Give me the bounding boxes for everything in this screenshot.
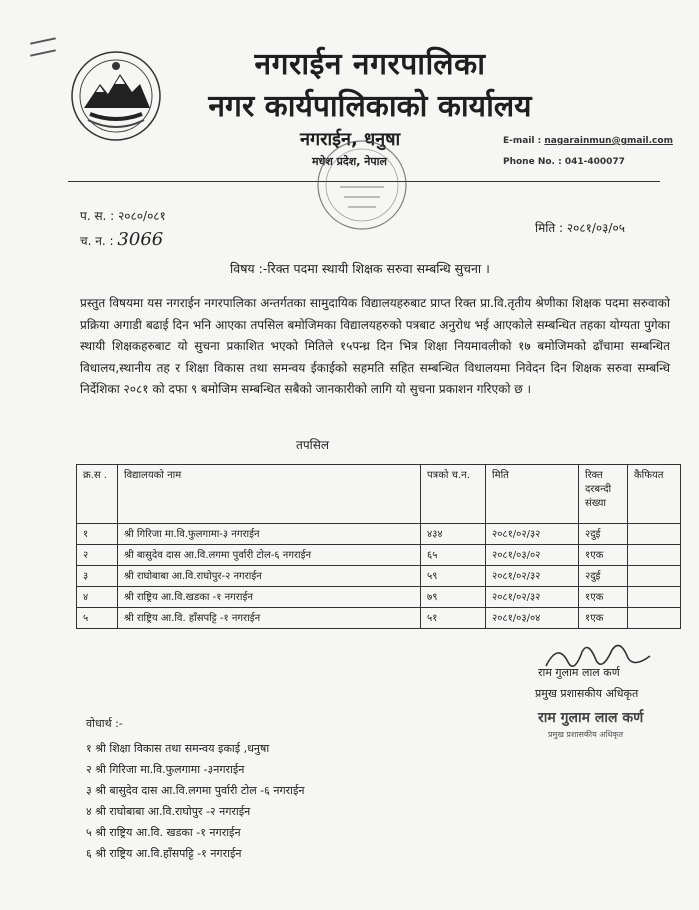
province-text: मधेश प्रदेश, नेपाल: [312, 155, 387, 168]
chalani-number: च. न. : 3066: [80, 229, 164, 250]
email-line: [503, 136, 673, 146]
list-item: ५ श्री राष्ट्रिय आ.वि. खडका -१ नगराईन: [86, 826, 241, 839]
cell-school: श्री राष्ट्रिय आ.वि. हाँसपट्टि -१ नगराईन: [118, 608, 421, 629]
signatory-name: राम गुलाम लाल कर्ण: [538, 666, 620, 679]
cell-date: २०८१/०३/०४: [486, 608, 579, 629]
cell-remarks: [628, 566, 681, 587]
office-name: नगर कार्यपालिकाको कार्यालय: [208, 89, 532, 124]
municipality-name: नगराईन नगरपालिका: [254, 47, 486, 82]
signatory-title: प्रमुख प्रशासकीय अधिकृत: [535, 687, 639, 700]
bodharth-label: वोधार्थ :-: [86, 717, 123, 730]
cell-school: श्री गिरिजा मा.वि.फुलगामा-३ नगराईन: [118, 524, 421, 545]
col-letter-no: पत्रको च.न.: [421, 465, 486, 524]
table-row: [77, 524, 681, 545]
col-school: विद्यालयको नाम: [118, 465, 421, 524]
signatory-stamp-name: राम गुलाम लाल कर्ण: [538, 710, 644, 726]
list-item: १ श्री शिक्षा विकास तथा समन्वय इकाई ,धनुषा: [86, 742, 270, 755]
phone-line: Phone No. : 041-400077: [503, 157, 625, 167]
cell-remarks: [628, 545, 681, 566]
cell-sn: ४: [77, 587, 118, 608]
scan-mark: [30, 37, 56, 44]
col-date: मिति: [486, 465, 579, 524]
cell-sn: १: [77, 524, 118, 545]
tapasil-heading: तपसिल: [296, 438, 330, 452]
col-sn: क्र.स .: [77, 465, 118, 524]
letter-date: मिति : २०८१/०३/०५: [535, 221, 625, 235]
letter-date-value: २०८१/०३/०५: [566, 221, 625, 235]
email-label: E-mail :: [503, 136, 545, 146]
cell-cn: ७९: [421, 587, 486, 608]
cell-date: २०८१/०२/३२: [486, 566, 579, 587]
cell-count: १एक: [579, 545, 628, 566]
cell-cn: ५९: [421, 566, 486, 587]
list-item: ४ श्री राघोबाबा आ.वि.राघोपुर -२ नगराईन: [86, 805, 251, 818]
cell-sn: ५: [77, 608, 118, 629]
email-link[interactable]: nagarainmun@gmail.com: [544, 136, 673, 146]
patra-sankhya-value: २०८०/०८१: [118, 209, 166, 223]
cell-remarks: [628, 587, 681, 608]
cell-date: २०८१/०२/३२: [486, 524, 579, 545]
cell-count: १एक: [579, 608, 628, 629]
signatory-stamp-title: प्रमुख प्रशासकीय अधिकृत: [548, 730, 624, 739]
cell-count: २दुई: [579, 566, 628, 587]
cell-sn: २: [77, 545, 118, 566]
location-text: नगराईन, धनुषा: [300, 129, 401, 150]
table-header-row: [77, 465, 681, 524]
cell-count: १एक: [579, 587, 628, 608]
cell-cn: ५१: [421, 608, 486, 629]
scan-mark: [30, 49, 56, 56]
table-row: [77, 545, 681, 566]
patra-sankhya: प. स. : २०८०/०८१: [80, 209, 166, 223]
col-vacancy: रिक्त दरबन्दी संख्या: [579, 465, 628, 524]
cell-remarks: [628, 608, 681, 629]
table-row: [77, 608, 681, 629]
cell-sn: ३: [77, 566, 118, 587]
cell-school: श्री बासुदेव दास आ.वि.लगमा पुर्वारी टोल-६ नगराईन: [118, 545, 421, 566]
list-item: ६ श्री राष्ट्रिय आ.वि.हाँसपट्टि -१ नगराईन: [86, 847, 242, 860]
chalani-number-value: 3066: [117, 229, 164, 250]
nepal-emblem-icon: [70, 50, 162, 142]
bodharth-list: [86, 738, 305, 864]
office-stamp-icon: [300, 135, 420, 235]
table-row: [77, 566, 681, 587]
cell-date: २०८१/०३/०२: [486, 545, 579, 566]
body-paragraph: प्रस्तुत विषयमा यस नगराईन नगरपालिका अन्तर्गतका सामुदायिक विद्यालयहरुबाट प्राप्त रिक्त प्रा.वि.तृतीय श्रेणीका शिक्षक पदमा सरुवाको प्रक्रिया अगाडी बढाई दिन भनि आएका तपसिल बमोजिमका विद्यालयहरुको पत्रबाट अनुरोध भई आएकोले सम्बन्धित तहका योग्यता पुगेका स्थायी शिक्षकहरुबाट यो सुचना प्रकाशित भएको मितिले १५पन्ध्र दिन भित्र शिक्षा नियमावलीको १७ बमोजिमको ढाँचामा सम्बन्धित विधालय,स्थानीय तह र शिक्षा विकास तथा समन्वय ईकाईको सहमति सहित सम्बन्धित विधालयमा निवेदन दिन शिक्षक सरुवा सम्बन्धि निर्देशिका २०८१ को दफा ९ बमोजिम सम्बन्धित सबैको जानकारीको लागि यो सुचना प्रकाशन गरिएको छ ।: [80, 296, 670, 396]
cell-count: २दुई: [579, 524, 628, 545]
table-row: [77, 587, 681, 608]
cell-cn: ६५: [421, 545, 486, 566]
vacancy-table: [76, 464, 681, 629]
cell-cn: ४३४: [421, 524, 486, 545]
list-item: २ श्री गिरिजा मा.वि.फुलगामा -३नगराईन: [86, 763, 245, 776]
cell-school: श्री राष्ट्रिय आ.वि.खडका -१ नगराईन: [118, 587, 421, 608]
list-item: ३ श्री बासुदेव दास आ.वि.लगमा पुर्वारी टोल -६ नगराईन: [86, 784, 305, 797]
col-remarks: कैफियत: [628, 465, 681, 524]
cell-date: २०८१/०२/३२: [486, 587, 579, 608]
cell-school: श्री राघोबाबा आ.वि.राघोपुर-२ नगराईन: [118, 566, 421, 587]
cell-remarks: [628, 524, 681, 545]
subject-line: विषय :-रिक्त पदमा स्थायी शिक्षक सरुवा सम्बन्धि सुचना ।: [230, 261, 490, 276]
